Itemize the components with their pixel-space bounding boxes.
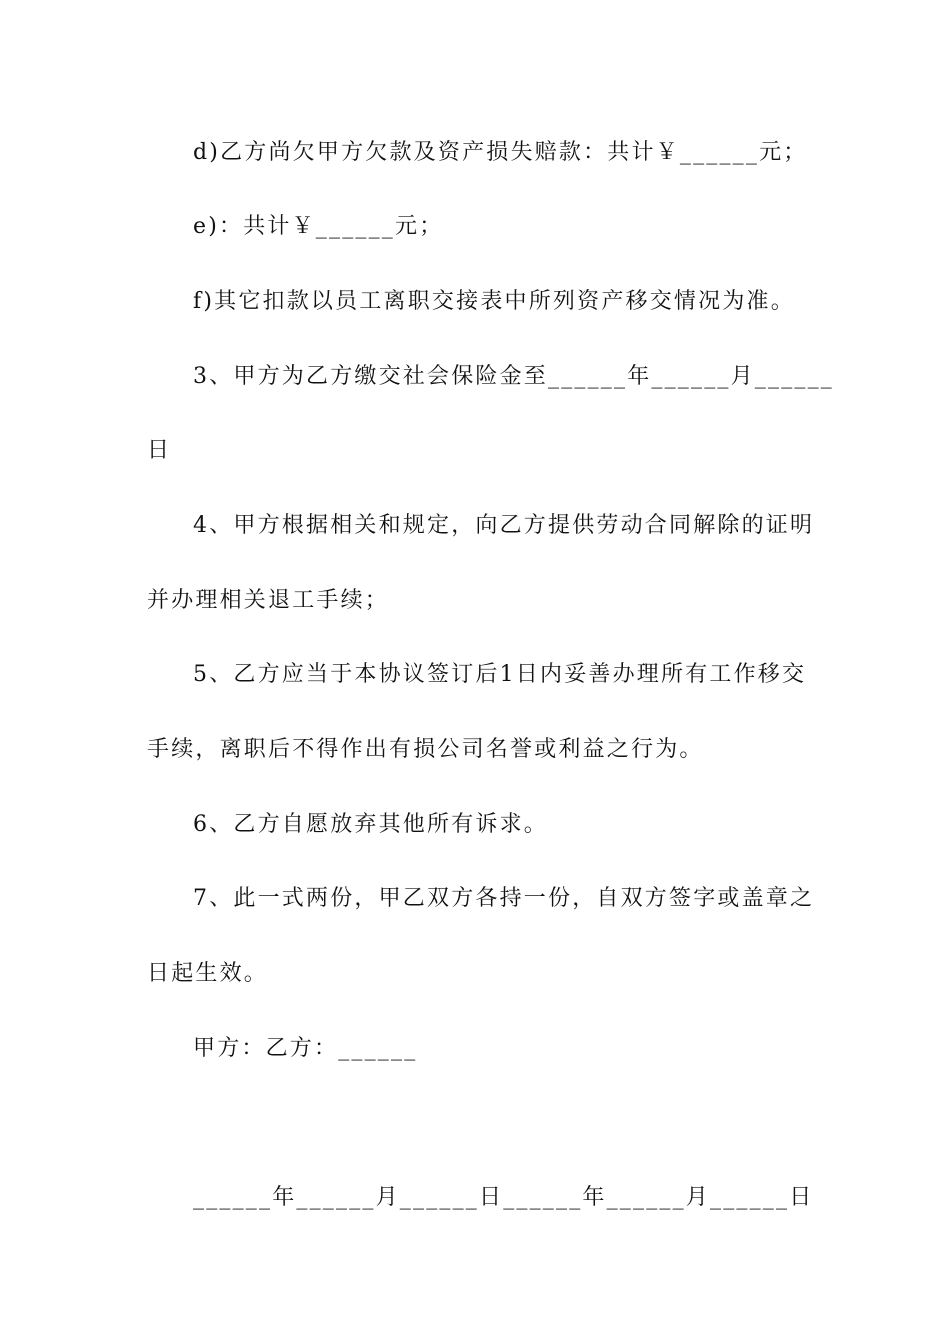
clause-5-line-2: 手续，离职后不得作出有损公司名誉或利益之行为。 bbox=[147, 737, 704, 762]
signature-dates: ______年______月______日______年______月______日 bbox=[193, 1185, 814, 1210]
clause-3-line-2: 日 bbox=[147, 438, 172, 463]
signature-parties: 甲方：乙方：______ bbox=[193, 1036, 418, 1061]
clause-5-line-1: 5、乙方应当于本协议签订后1日内妥善办理所有工作移交 bbox=[193, 662, 807, 687]
clause-3-line-1: 3、甲方为乙方缴交社会保险金至______年______月______ bbox=[193, 364, 834, 389]
clause-d: d)乙方尚欠甲方欠款及资产损失赔款：共计￥______元； bbox=[193, 140, 808, 165]
clause-e: e)：共计￥______元； bbox=[193, 214, 444, 239]
clause-4-line-1: 4、甲方根据相关和规定，向乙方提供劳动合同解除的证明 bbox=[193, 513, 815, 538]
clause-6: 6、乙方自愿放弃其他所有诉求。 bbox=[193, 812, 548, 837]
clause-f: f)其它扣款以员工离职交接表中所列资产移交情况为准。 bbox=[193, 289, 795, 314]
clause-7-line-2: 日起生效。 bbox=[147, 961, 269, 986]
clause-4-line-2: 并办理相关退工手续； bbox=[147, 588, 390, 613]
clause-7-line-1: 7、此一式两份，甲乙双方各持一份，自双方签字或盖章之 bbox=[193, 886, 815, 911]
